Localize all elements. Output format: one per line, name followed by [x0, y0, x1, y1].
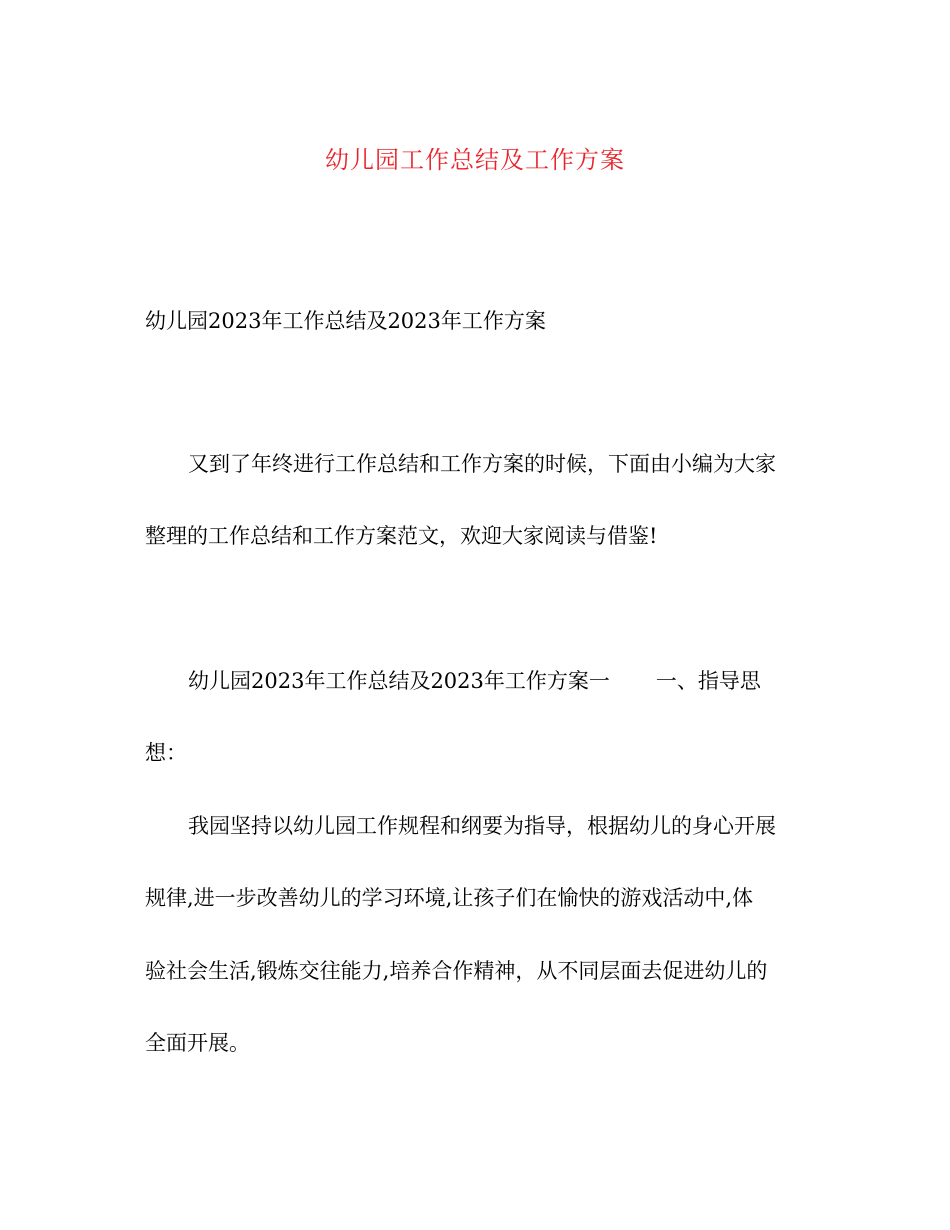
section-heading-title: 幼儿园2023年工作总结及2023年工作方案一 — [188, 669, 610, 693]
body-line-1: 我园坚持以幼儿园工作规程和纲要为指导，根据幼儿的身心开展 — [188, 814, 776, 838]
body-line-3: 验社会生活,锻炼交往能力,培养合作精神，从不同层面去促进幼儿的 — [145, 959, 768, 983]
body-line-4: 全面开展。 — [145, 1031, 250, 1055]
intro-line-2: 整理的工作总结和工作方案范文，欢迎大家阅读与借鉴! — [145, 524, 658, 548]
body-line-2: 规律,进一步改善幼儿的学习环境,让孩子们在愉快的游戏活动中,体 — [145, 886, 754, 910]
intro-line-1: 又到了年终进行工作总结和工作方案的时候，下面由小编为大家 — [188, 452, 776, 476]
section-heading-line-1 — [188, 665, 848, 697]
section-heading-line-2: 想： — [145, 741, 187, 765]
section-heading-subtitle: 一、指导思 — [655, 669, 761, 693]
document-subtitle: 幼儿园2023年工作总结及2023年工作方案 — [145, 309, 546, 333]
document-title: 幼儿园工作总结及工作方案 — [325, 146, 625, 174]
